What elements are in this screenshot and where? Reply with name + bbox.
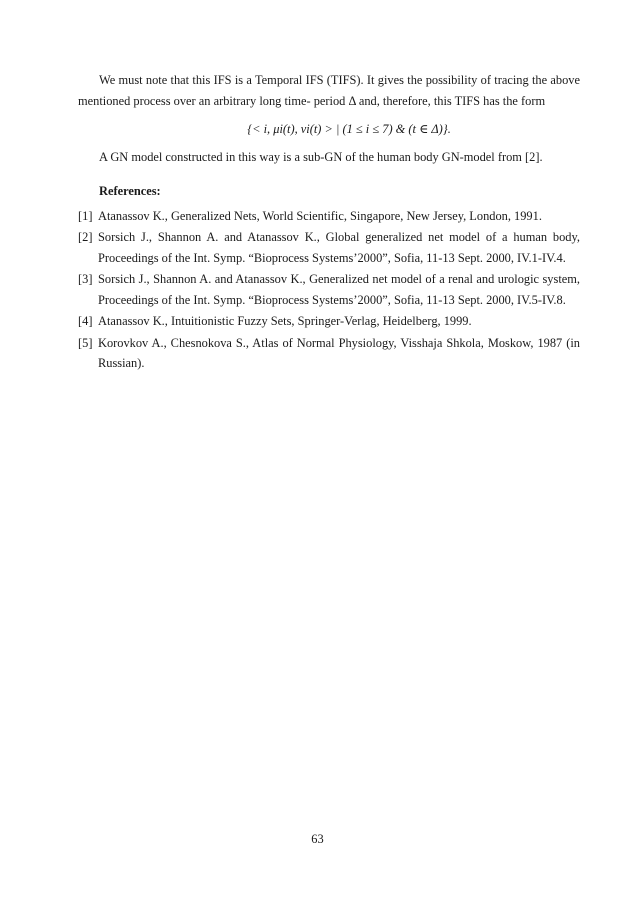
page-body <box>78 70 580 375</box>
reference-number: [5] <box>78 335 93 350</box>
reference-item <box>78 206 580 227</box>
reference-item <box>78 311 580 332</box>
references-list <box>78 206 580 374</box>
reference-text: Sorsich J., Shannon A. and Atanassov K., Generalized net model of a renal and urologic system, Proceedings of the Int. Symp. “Bioprocess Systems’2000”, Sofia, 11-13 Sept. 2000, IV.5-IV.8. <box>98 272 580 307</box>
paragraph-gn-model: A GN model constructed in this way is a sub-GN of the human body GN-model from [2]. <box>99 149 543 164</box>
references-heading: References: <box>99 184 161 198</box>
reference-number: [3] <box>78 272 93 286</box>
reference-text: Atanassov K., Generalized Nets, World Scientific, Singapore, New Jersey, London, 1991. <box>98 208 542 223</box>
reference-number: [4] <box>78 314 93 328</box>
reference-item <box>78 227 580 268</box>
reference-text: Sorsich J., Shannon A. and Atanassov K., Global generalized net model of a human body, Proceedings of the Int. Symp. “Bioprocess Systems’2000”, Sofia, 11-13 Sept. 2000, IV.1-IV.4. <box>98 230 580 265</box>
paragraph-tifs: We must note that this IFS is a Temporal IFS (TIFS). It gives the possibility of tracing the above mentioned process over an arbitrary long time- period Δ and, therefore, this TIFS has the form <box>78 73 580 108</box>
reference-text: Atanassov K., Intuitionistic Fuzzy Sets, Springer-Verlag, Heidelberg, 1999. <box>98 314 472 328</box>
page-number: 63 <box>311 832 324 846</box>
reference-number: [1] <box>78 208 93 223</box>
reference-text: Korovkov A., Chesnokova S., Atlas of Normal Physiology, Visshaja Shkola, Moskow, 1987 (in Russian). <box>98 335 580 370</box>
reference-item <box>78 333 580 374</box>
reference-number: [2] <box>78 230 93 244</box>
formula-tifs: {< i, μi(t), νi(t) > | (1 ≤ i ≤ 7) & (t ∈ Δ)}. <box>247 122 451 136</box>
reference-item <box>78 269 580 310</box>
